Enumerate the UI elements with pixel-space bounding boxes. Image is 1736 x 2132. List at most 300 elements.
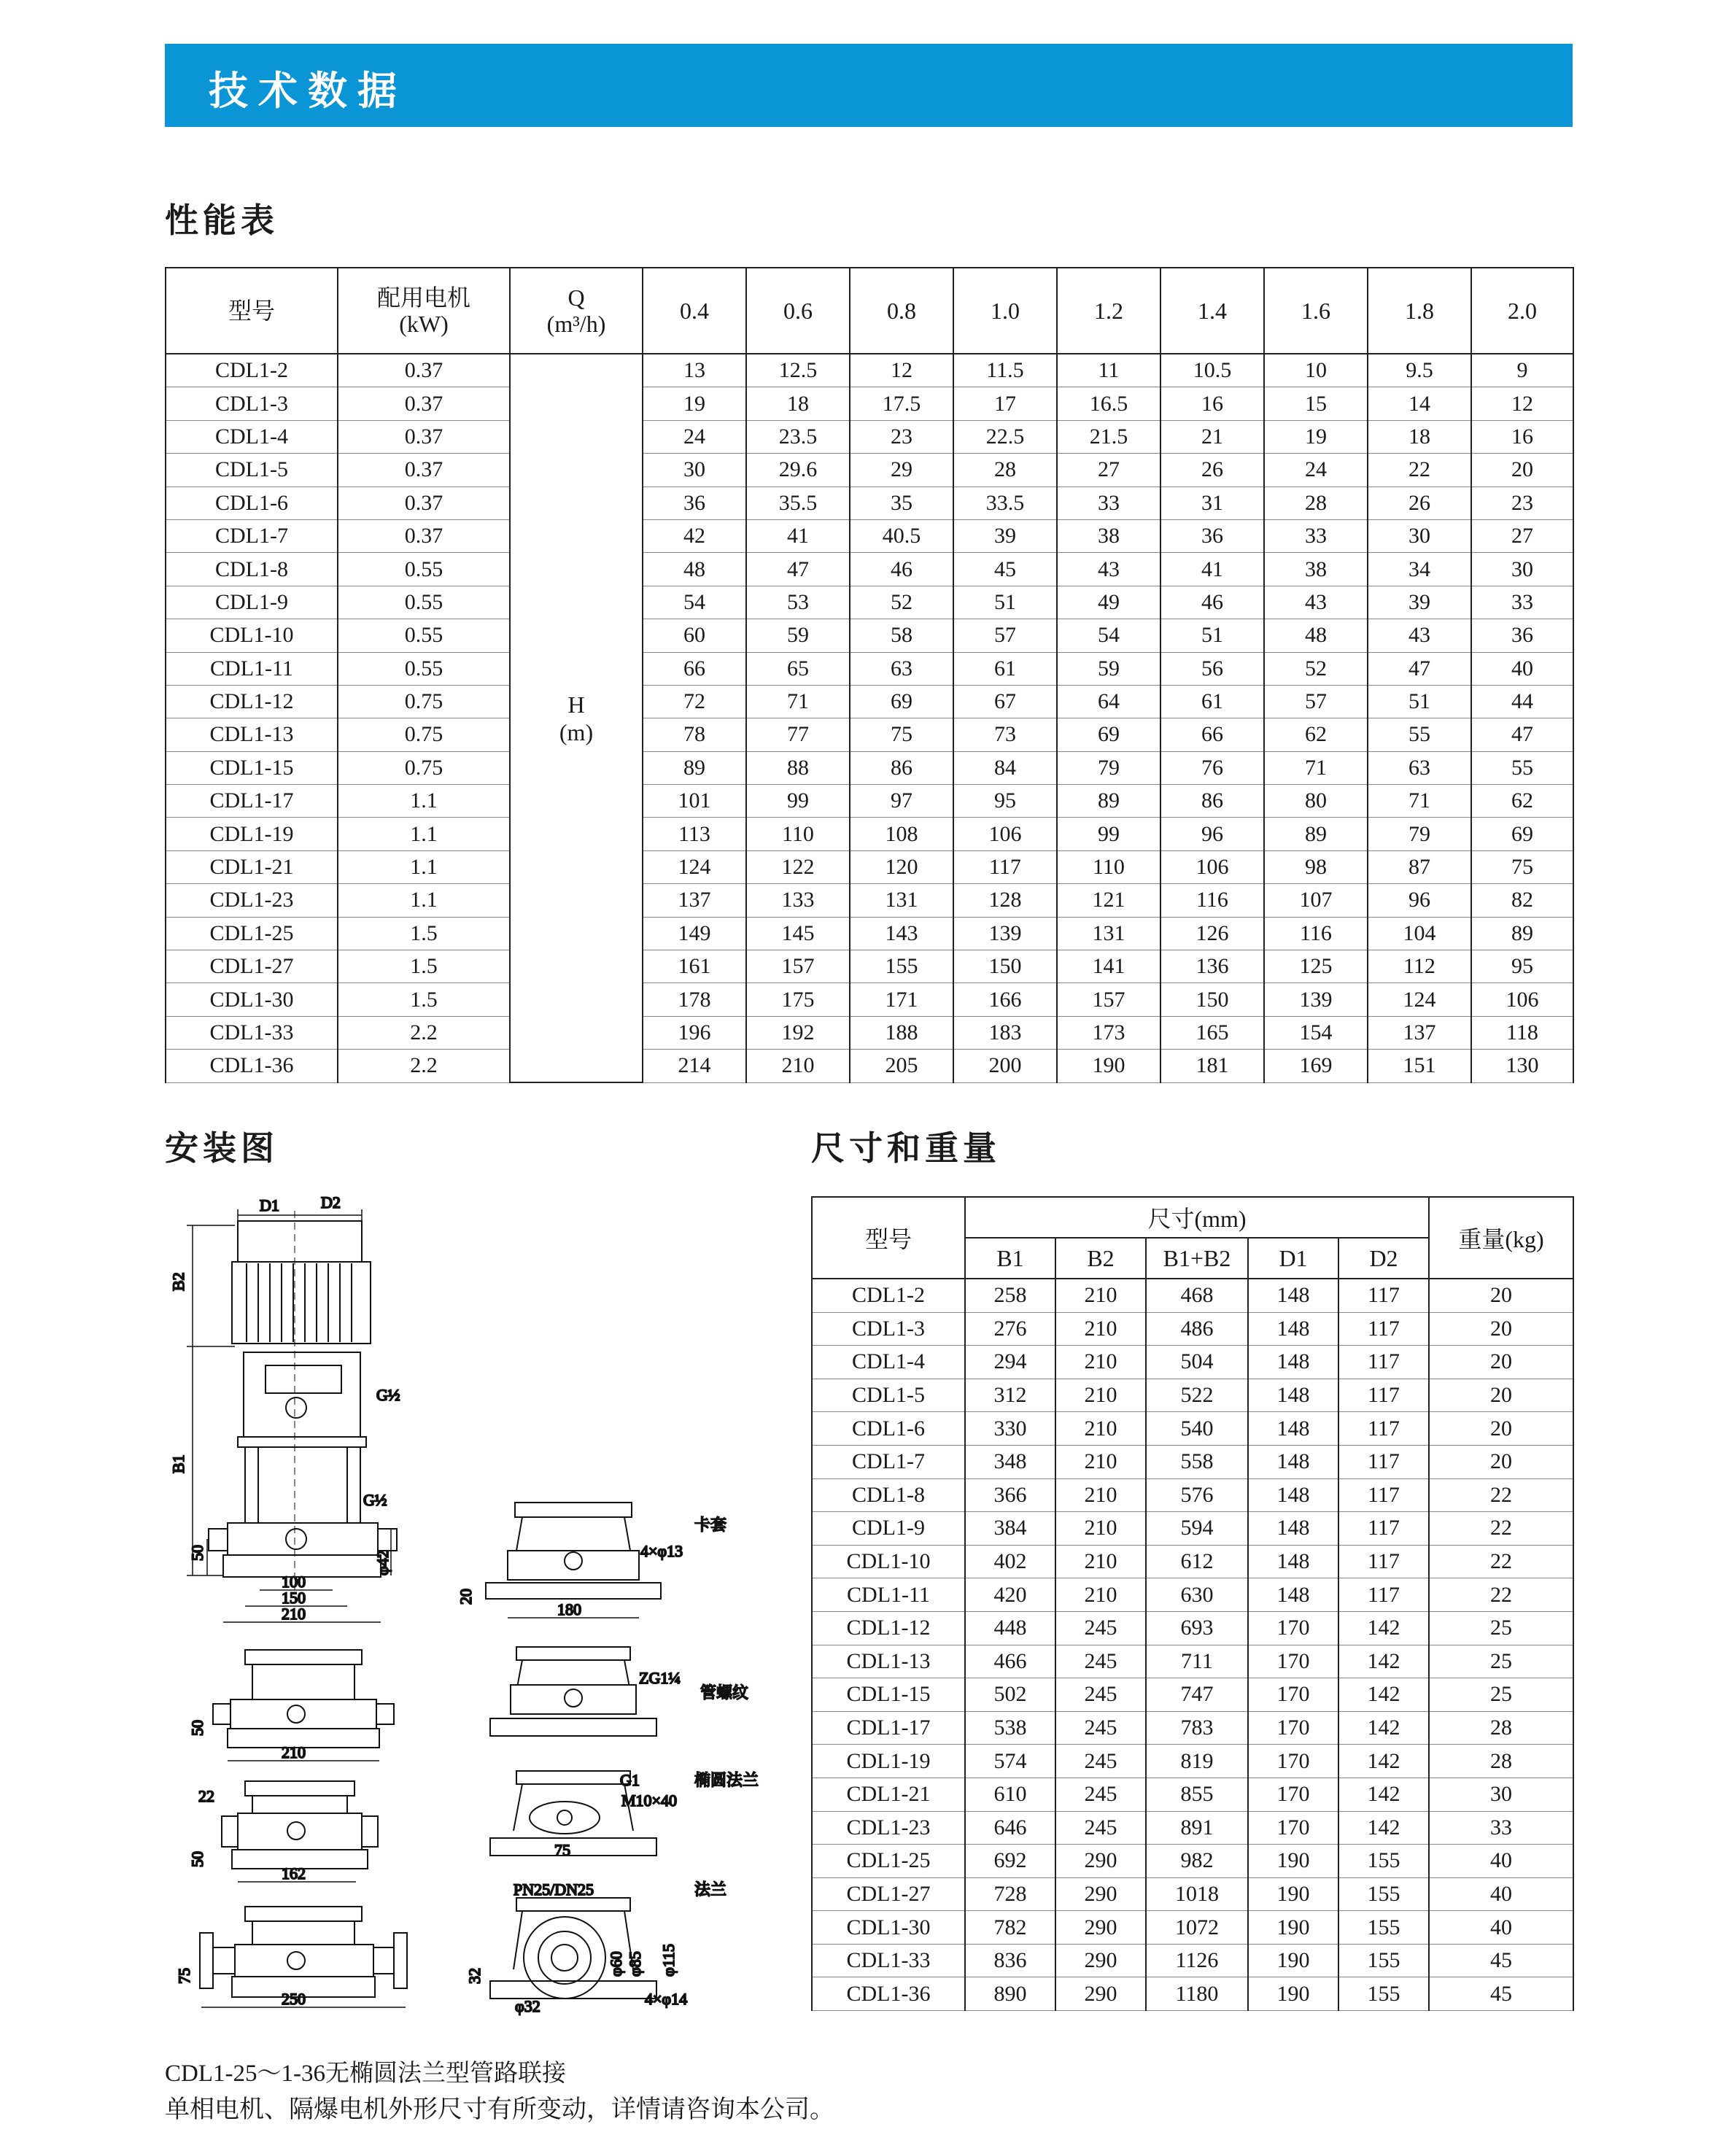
label-holes1: 4×φ13 (640, 1542, 683, 1560)
cell-d2: 155 (1338, 1977, 1429, 2011)
cell-d1: 170 (1248, 1645, 1338, 1678)
cell-head: 75 (850, 718, 953, 751)
cell-b2: 245 (1055, 1645, 1146, 1678)
cell-head: 66 (1160, 718, 1264, 751)
cell-head: 96 (1368, 884, 1471, 917)
cell-head: 22 (1368, 454, 1471, 487)
cell-d1: 190 (1248, 1977, 1338, 2011)
cell-head: 69 (1471, 818, 1573, 850)
cell-model: CDL1-36 (166, 1050, 338, 1082)
cell-head: 61 (953, 652, 1057, 685)
cell-model: CDL1-4 (812, 1346, 965, 1379)
table-row (166, 619, 1573, 652)
cell-head: 51 (1160, 619, 1264, 652)
cell-sum: 504 (1146, 1346, 1248, 1379)
cell-head: 43 (1264, 586, 1368, 619)
cell-b2: 210 (1055, 1312, 1146, 1346)
cell-d1: 148 (1248, 1379, 1338, 1412)
cell-model: CDL1-19 (166, 818, 338, 850)
cell-d1: 148 (1248, 1445, 1338, 1478)
cell-head: 61 (1160, 685, 1264, 718)
cell-model: CDL1-6 (166, 487, 338, 519)
cell-head: 125 (1264, 950, 1368, 983)
cell-head: 71 (746, 685, 850, 718)
cell-weight: 22 (1429, 1478, 1573, 1512)
cell-head: 210 (746, 1050, 850, 1082)
cell-weight: 33 (1429, 1811, 1573, 1845)
cell-d1: 148 (1248, 1545, 1338, 1578)
cell-d2: 142 (1338, 1678, 1429, 1712)
table-row (812, 1977, 1573, 2011)
cell-d1: 170 (1248, 1778, 1338, 1811)
cell-model: CDL1-5 (166, 454, 338, 487)
cell-head: 23.5 (746, 420, 850, 453)
performance-table (165, 267, 1574, 1083)
cell-head: 96 (1160, 818, 1264, 850)
cell-d2: 155 (1338, 1944, 1429, 1977)
label-phi85: φ85 (626, 1951, 644, 1977)
table-row (812, 1445, 1573, 1478)
table-row (166, 487, 1573, 519)
cell-head: 95 (953, 785, 1057, 818)
label-phi60: φ60 (607, 1951, 625, 1977)
cell-b2: 290 (1055, 1877, 1146, 1911)
cell-sum: 819 (1146, 1745, 1248, 1778)
cell-sum: 1180 (1146, 1977, 1248, 2011)
header-banner (165, 44, 1573, 127)
label-d2: D2 (321, 1196, 341, 1212)
label-210b: 210 (282, 1743, 306, 1761)
cell-model: CDL1-17 (166, 785, 338, 818)
cell-head: 131 (850, 884, 953, 917)
cell-head: 205 (850, 1050, 953, 1082)
cell-head: 188 (850, 1016, 953, 1049)
cell-head: 88 (746, 751, 850, 784)
cell-weight: 45 (1429, 1977, 1573, 2011)
label-50c: 50 (188, 1851, 206, 1867)
cell-head: 35 (850, 487, 953, 519)
label-phi42: φ42 (373, 1550, 392, 1575)
banner-title: 技术数据 (209, 68, 407, 114)
cell-head: 39 (1368, 586, 1471, 619)
cell-head: 30 (643, 454, 746, 487)
cell-weight: 40 (1429, 1845, 1573, 1878)
cell-head: 98 (1264, 850, 1368, 883)
cell-model: CDL1-12 (166, 685, 338, 718)
cell-head: 29.6 (746, 454, 850, 487)
cell-model: CDL1-2 (812, 1279, 965, 1312)
cell-sum: 1018 (1146, 1877, 1248, 1911)
cell-d1: 170 (1248, 1711, 1338, 1745)
cell-head: 9.5 (1368, 354, 1471, 387)
cell-model: CDL1-15 (812, 1678, 965, 1712)
cell-head: 175 (746, 983, 850, 1016)
cell-b2: 290 (1055, 1911, 1146, 1945)
cell-head: 21 (1160, 420, 1264, 453)
cell-head: 31 (1160, 487, 1264, 519)
cell-weight: 20 (1429, 1379, 1573, 1412)
cell-model: CDL1-10 (166, 619, 338, 652)
cell-head: 28 (1264, 487, 1368, 519)
dims-col-b1: B1 (965, 1238, 1055, 1279)
header-model: 型号 (166, 268, 338, 354)
cell-power: 0.37 (338, 354, 510, 387)
base-view-threaded (490, 1647, 656, 1736)
cell-d1: 148 (1248, 1346, 1338, 1379)
table-row (812, 1545, 1573, 1578)
cell-b2: 245 (1055, 1745, 1146, 1778)
cell-head: 116 (1264, 917, 1368, 950)
cell-head: 89 (1057, 785, 1160, 818)
cell-weight: 22 (1429, 1578, 1573, 1612)
table-row (166, 420, 1573, 453)
cell-head: 21.5 (1057, 420, 1160, 453)
table-row (166, 785, 1573, 818)
label-ellipse-flange: 椭圆法兰 (694, 1772, 759, 1790)
cell-head: 9 (1471, 354, 1573, 387)
cell-d2: 155 (1338, 1877, 1429, 1911)
label-75b: 75 (554, 1841, 570, 1859)
cell-b1: 402 (965, 1545, 1055, 1578)
table-row (166, 751, 1573, 784)
cell-model: CDL1-10 (812, 1545, 965, 1578)
cell-weight: 40 (1429, 1877, 1573, 1911)
cell-head: 107 (1264, 884, 1368, 917)
table-row (812, 1312, 1573, 1346)
cell-head: 79 (1368, 818, 1471, 850)
cell-head: 19 (643, 387, 746, 420)
cell-head: 104 (1368, 917, 1471, 950)
pump-main-drawing (209, 1211, 397, 1590)
cell-head: 121 (1057, 884, 1160, 917)
header-q: Q (m³/h) (510, 268, 643, 354)
cell-weight: 25 (1429, 1611, 1573, 1645)
cell-head: 145 (746, 917, 850, 950)
cell-head: 154 (1264, 1016, 1368, 1049)
cell-model: CDL1-19 (812, 1745, 965, 1778)
cell-head: 165 (1160, 1016, 1264, 1049)
cell-model: CDL1-11 (812, 1578, 965, 1612)
cell-head: 23 (850, 420, 953, 453)
cell-b1: 384 (965, 1512, 1055, 1546)
cell-model: CDL1-7 (812, 1445, 965, 1478)
cell-head: 116 (1160, 884, 1264, 917)
dimensions-title: 尺寸和重量 (811, 1128, 1001, 1168)
table-row (166, 983, 1573, 1016)
cell-sum: 558 (1146, 1445, 1248, 1478)
cell-d2: 142 (1338, 1778, 1429, 1811)
cell-head: 27 (1471, 519, 1573, 552)
cell-head: 178 (643, 983, 746, 1016)
cell-weight: 28 (1429, 1711, 1573, 1745)
cell-head: 53 (746, 586, 850, 619)
label-22: 22 (198, 1787, 214, 1805)
cell-head: 137 (643, 884, 746, 917)
cell-power: 1.5 (338, 950, 510, 983)
cell-weight: 20 (1429, 1346, 1573, 1379)
cell-head: 63 (1368, 751, 1471, 784)
cell-model: CDL1-9 (166, 586, 338, 619)
cell-b2: 245 (1055, 1611, 1146, 1645)
cell-model: CDL1-5 (812, 1379, 965, 1412)
label-katao: 卡套 (694, 1516, 727, 1535)
cell-head: 64 (1057, 685, 1160, 718)
cell-head: 47 (1471, 718, 1573, 751)
table-row (812, 1944, 1573, 1977)
cell-head: 110 (1057, 850, 1160, 883)
table-row (166, 1016, 1573, 1049)
cell-d2: 155 (1338, 1911, 1429, 1945)
label-g-half-mid: G½ (363, 1491, 387, 1509)
cell-power: 1.1 (338, 818, 510, 850)
table-row (166, 652, 1573, 685)
cell-b1: 692 (965, 1845, 1055, 1878)
cell-head: 66 (643, 652, 746, 685)
cell-b1: 574 (965, 1745, 1055, 1778)
table-row (166, 1050, 1573, 1082)
cell-head: 136 (1160, 950, 1264, 983)
cell-d1: 148 (1248, 1412, 1338, 1446)
cell-model: CDL1-8 (812, 1478, 965, 1512)
cell-head: 44 (1471, 685, 1573, 718)
table-row (812, 1645, 1573, 1678)
dims-header-weight: 重量(kg) (1429, 1197, 1573, 1279)
flow-header: 1.2 (1057, 268, 1160, 354)
cell-model: CDL1-30 (812, 1911, 965, 1945)
cell-head: 26 (1160, 454, 1264, 487)
cell-b2: 290 (1055, 1944, 1146, 1977)
cell-d1: 170 (1248, 1811, 1338, 1845)
cell-head: 89 (1471, 917, 1573, 950)
cell-sum: 594 (1146, 1512, 1248, 1546)
cell-power: 0.37 (338, 519, 510, 552)
cell-power: 0.37 (338, 420, 510, 453)
table-row (166, 387, 1573, 420)
cell-head: 71 (1264, 751, 1368, 784)
performance-header-row (166, 268, 1573, 354)
performance-title: 性能表 (165, 201, 279, 240)
cell-head: 16 (1471, 420, 1573, 453)
table-row (166, 354, 1573, 387)
cell-head: 126 (1160, 917, 1264, 950)
table-row (166, 586, 1573, 619)
table-row (166, 454, 1573, 487)
cell-b2: 245 (1055, 1811, 1146, 1845)
cell-d2: 117 (1338, 1279, 1429, 1312)
label-g1: G1 (620, 1771, 640, 1789)
label-210: 210 (282, 1605, 306, 1623)
cell-head: 18 (746, 387, 850, 420)
label-flange: 法兰 (694, 1881, 727, 1899)
table-row (812, 1578, 1573, 1612)
cell-sum: 747 (1146, 1678, 1248, 1712)
cell-head: 54 (1057, 619, 1160, 652)
table-row (166, 917, 1573, 950)
cell-head: 99 (1057, 818, 1160, 850)
cell-b1: 836 (965, 1944, 1055, 1977)
cell-head: 11.5 (953, 354, 1057, 387)
cell-b2: 210 (1055, 1478, 1146, 1512)
cell-head: 12 (1471, 387, 1573, 420)
cell-sum: 711 (1146, 1645, 1248, 1678)
cell-b2: 290 (1055, 1977, 1146, 2011)
cell-b1: 330 (965, 1412, 1055, 1446)
cell-model: CDL1-23 (812, 1811, 965, 1845)
table-row (166, 718, 1573, 751)
cell-head: 171 (850, 983, 953, 1016)
cell-weight: 25 (1429, 1678, 1573, 1712)
cell-head: 124 (643, 850, 746, 883)
table-row (166, 884, 1573, 917)
cell-sum: 1072 (1146, 1911, 1248, 1945)
cell-head: 30 (1368, 519, 1471, 552)
cell-head: 150 (1160, 983, 1264, 1016)
cell-power: 0.75 (338, 718, 510, 751)
label-m10: M10×40 (621, 1791, 677, 1810)
table-row (166, 950, 1573, 983)
table-row (166, 553, 1573, 586)
cell-weight: 28 (1429, 1745, 1573, 1778)
cell-b2: 210 (1055, 1279, 1146, 1312)
cell-head: 52 (850, 586, 953, 619)
label-phi115: φ115 (659, 1944, 678, 1977)
cell-head: 51 (1368, 685, 1471, 718)
cell-weight: 22 (1429, 1512, 1573, 1546)
cell-d1: 170 (1248, 1745, 1338, 1778)
cell-power: 0.37 (338, 454, 510, 487)
cell-head: 33 (1471, 586, 1573, 619)
cell-head: 62 (1264, 718, 1368, 751)
cell-power: 0.75 (338, 685, 510, 718)
cell-d2: 142 (1338, 1745, 1429, 1778)
cell-head: 173 (1057, 1016, 1160, 1049)
cell-head: 52 (1264, 652, 1368, 685)
cell-head: 65 (746, 652, 850, 685)
cell-b2: 210 (1055, 1379, 1146, 1412)
cell-head: 112 (1368, 950, 1471, 983)
cell-model: CDL1-25 (812, 1845, 965, 1878)
cell-d1: 170 (1248, 1678, 1338, 1712)
cell-head: 40 (1471, 652, 1573, 685)
label-b1: B1 (169, 1454, 187, 1473)
cell-head: 89 (1264, 818, 1368, 850)
cell-sum: 468 (1146, 1279, 1248, 1312)
cell-power: 0.55 (338, 619, 510, 652)
cell-model: CDL1-25 (166, 917, 338, 950)
label-250: 250 (282, 1990, 306, 2008)
cell-head: 84 (953, 751, 1057, 784)
cell-head: 101 (643, 785, 746, 818)
cell-head: 55 (1368, 718, 1471, 751)
cell-head: 49 (1057, 586, 1160, 619)
cell-weight: 20 (1429, 1445, 1573, 1478)
cell-head: 46 (850, 553, 953, 586)
cell-b2: 245 (1055, 1778, 1146, 1811)
cell-model: CDL1-27 (812, 1877, 965, 1911)
note-line-2: 单相电机、隔爆电机外形尺寸有所变动，详情请咨询本公司。 (165, 2095, 834, 2124)
cell-head: 55 (1471, 751, 1573, 784)
cell-b1: 502 (965, 1678, 1055, 1712)
cell-head: 139 (953, 917, 1057, 950)
cell-weight: 20 (1429, 1412, 1573, 1446)
table-row (812, 1778, 1573, 1811)
cell-sum: 982 (1146, 1845, 1248, 1878)
cell-head: 18 (1368, 420, 1471, 453)
cell-power: 0.75 (338, 751, 510, 784)
cell-power: 0.55 (338, 652, 510, 685)
cell-head: 15 (1264, 387, 1368, 420)
cell-head: 47 (1368, 652, 1471, 685)
cell-head: 95 (1471, 950, 1573, 983)
cell-model: CDL1-11 (166, 652, 338, 685)
cell-head: 60 (643, 619, 746, 652)
table-row (812, 1811, 1573, 1845)
cell-head: 97 (850, 785, 953, 818)
cell-d2: 117 (1338, 1478, 1429, 1512)
table-row (812, 1346, 1573, 1379)
cell-head: 86 (850, 751, 953, 784)
cell-head: 108 (850, 818, 953, 850)
cell-model: CDL1-15 (166, 751, 338, 784)
cell-head: 118 (1471, 1016, 1573, 1049)
flow-header: 1.4 (1160, 268, 1264, 354)
cell-head: 48 (1264, 619, 1368, 652)
cell-model: CDL1-9 (812, 1512, 965, 1546)
cell-weight: 20 (1429, 1312, 1573, 1346)
cell-head: 73 (953, 718, 1057, 751)
cell-b1: 448 (965, 1611, 1055, 1645)
cell-power: 2.2 (338, 1050, 510, 1082)
dimensions-table (811, 1196, 1574, 2011)
cell-head: 46 (1160, 586, 1264, 619)
cell-power: 2.2 (338, 1016, 510, 1049)
cell-power: 1.1 (338, 785, 510, 818)
cell-head: 43 (1368, 619, 1471, 652)
table-row (812, 1678, 1573, 1712)
cell-head: 151 (1368, 1050, 1471, 1082)
cell-head: 166 (953, 983, 1057, 1016)
cell-head: 10.5 (1160, 354, 1264, 387)
table-row (166, 850, 1573, 883)
cell-head: 110 (746, 818, 850, 850)
cell-head: 51 (953, 586, 1057, 619)
cell-head: 130 (1471, 1050, 1573, 1082)
cell-head: 57 (953, 619, 1057, 652)
flow-header: 1.8 (1368, 268, 1471, 354)
cell-weight: 45 (1429, 1944, 1573, 1977)
flow-header: 1.6 (1264, 268, 1368, 354)
cell-weight: 20 (1429, 1279, 1573, 1312)
cell-power: 0.37 (338, 387, 510, 420)
cell-head: 106 (1160, 850, 1264, 883)
cell-power: 1.5 (338, 983, 510, 1016)
label-phi32: φ32 (515, 1997, 540, 2015)
cell-b1: 294 (965, 1346, 1055, 1379)
cell-sum: 540 (1146, 1412, 1248, 1446)
table-row (812, 1611, 1573, 1645)
cell-head: 22.5 (953, 420, 1057, 453)
cell-power: 1.1 (338, 850, 510, 883)
table-row (812, 1911, 1573, 1945)
label-holes2: 4×φ14 (645, 1990, 688, 2008)
cell-head: 106 (1471, 983, 1573, 1016)
table-row (812, 1845, 1573, 1878)
cell-head: 38 (1264, 553, 1368, 586)
cell-head: 128 (953, 884, 1057, 917)
cell-head: 157 (746, 950, 850, 983)
cell-b1: 646 (965, 1811, 1055, 1845)
cell-head: 41 (1160, 553, 1264, 586)
